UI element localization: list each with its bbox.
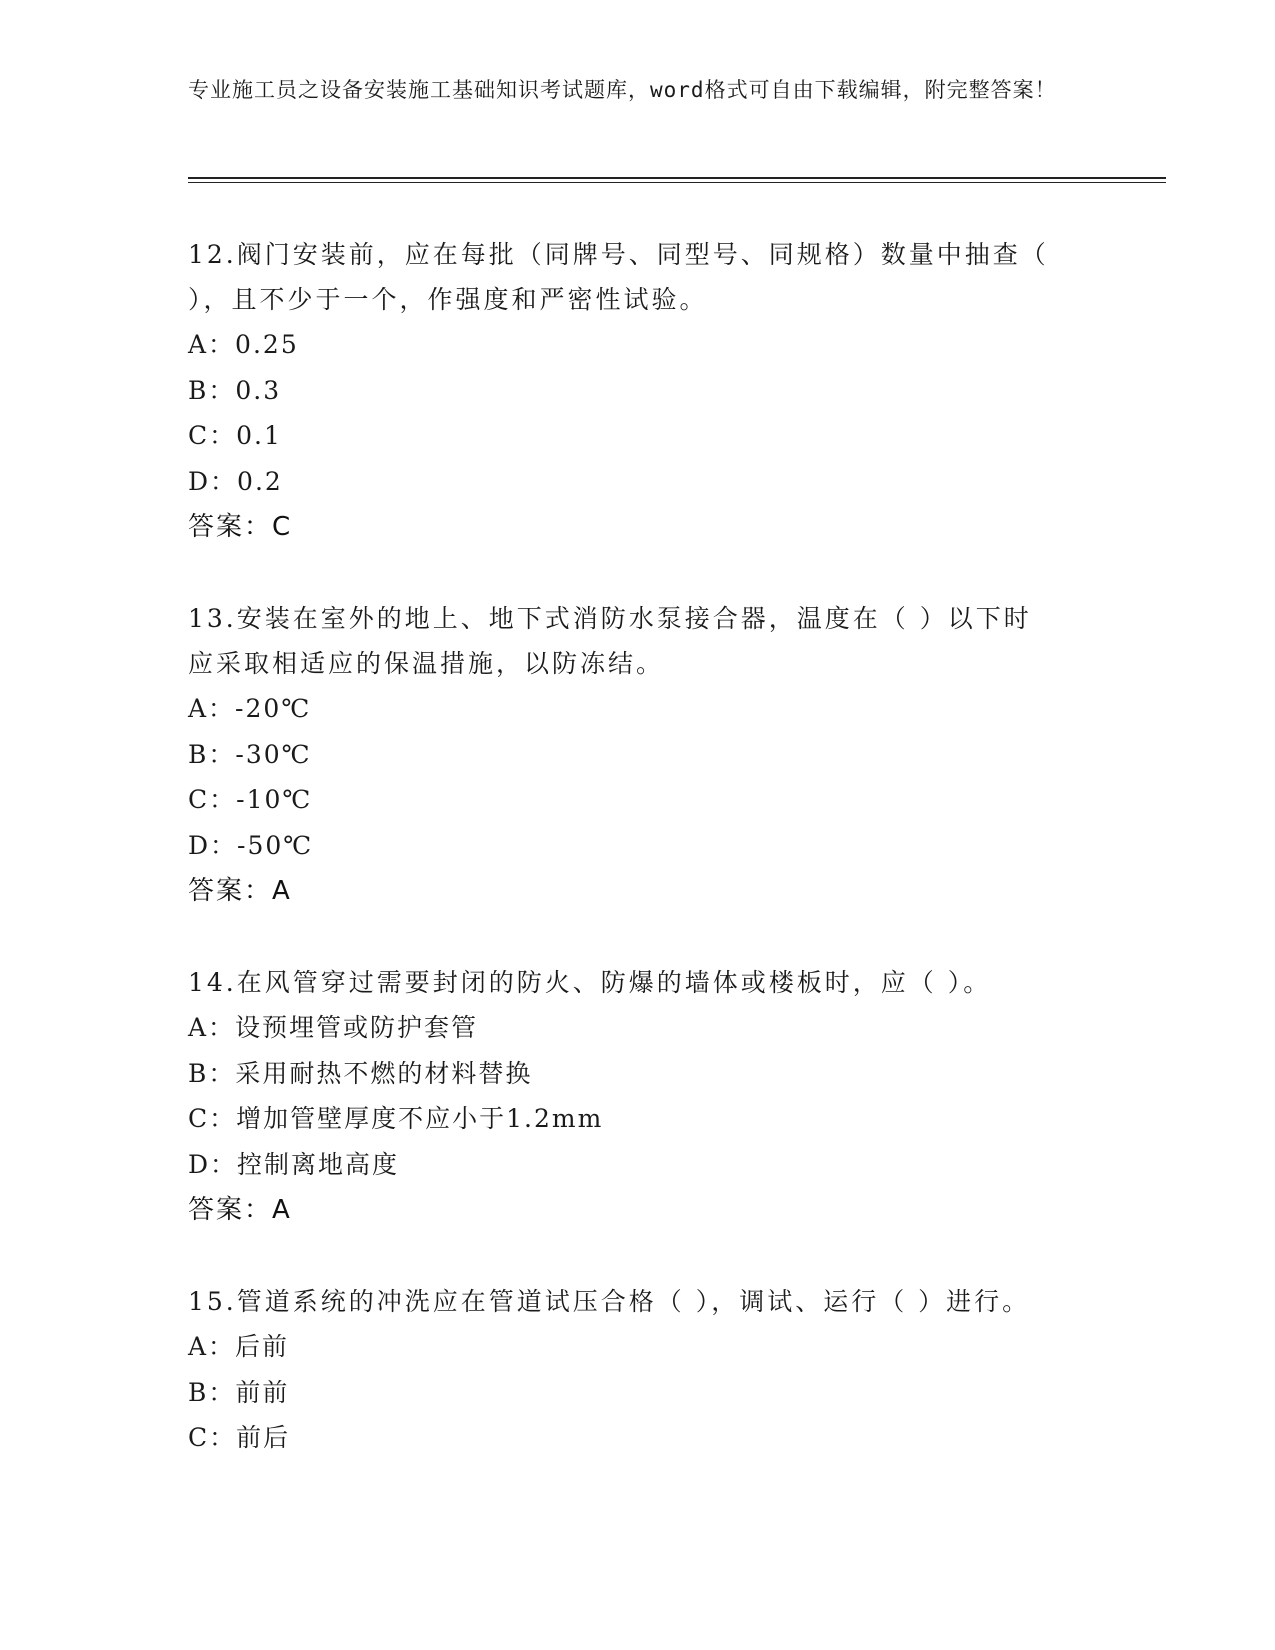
question-spacer <box>188 914 1088 960</box>
question-13 <box>188 596 1088 914</box>
option-b: B：0.3 <box>188 375 282 405</box>
option-d: D：控制离地高度 <box>188 1149 400 1179</box>
option-a: A：设预埋管或防护套管 <box>188 1013 479 1042</box>
question-15 <box>188 1279 1088 1461</box>
option-c: C：增加管壁厚度不应小于1.2mm <box>188 1104 604 1133</box>
document-header: 专业施工员之设备安装施工基础知识考试题库，word格式可自由下载编辑，附完整答案！ <box>188 78 1057 102</box>
question-stem-line: ），且不少于一个，作强度和严密性试验。 <box>188 285 708 314</box>
answer-label: 答案：C <box>188 512 293 542</box>
question-stem-line: 12.阀门安装前，应在每批（同牌号、同型号、同规格）数量中抽查（ <box>188 240 1049 269</box>
option-b: B：-30℃ <box>188 739 312 769</box>
header-double-rule <box>188 177 1166 183</box>
option-d: D：-50℃ <box>188 830 314 860</box>
question-stem-line: 13.安装在室外的地上、地下式消防水泵接合器，温度在（ ）以下时 <box>188 604 1032 633</box>
option-a: A：0.25 <box>188 330 299 359</box>
question-list <box>188 232 1088 1461</box>
question-stem-line: 应采取相适应的保温措施，以防冻结。 <box>188 649 665 678</box>
question-spacer <box>188 550 1088 596</box>
option-a: A：后前 <box>188 1332 290 1361</box>
option-b: B：前前 <box>188 1377 290 1407</box>
answer-label: 答案：A <box>188 1195 292 1225</box>
question-12 <box>188 232 1088 550</box>
question-stem-line: 15.管道系统的冲洗应在管道试压合格（ ），调试、运行（ ）进行。 <box>188 1287 1031 1316</box>
option-d: D：0.2 <box>188 466 283 496</box>
option-c: C：0.1 <box>188 421 282 450</box>
answer-label: 答案：A <box>188 876 292 906</box>
option-c: C：-10℃ <box>188 785 313 814</box>
option-c: C：前后 <box>188 1423 291 1452</box>
question-stem-line: 14.在风管穿过需要封闭的防火、防爆的墙体或楼板时，应（ ）。 <box>188 968 992 997</box>
option-a: A：-20℃ <box>188 694 312 723</box>
question-spacer <box>188 1233 1088 1279</box>
option-b: B：采用耐热不燃的材料替换 <box>188 1058 533 1088</box>
question-14 <box>188 960 1088 1233</box>
